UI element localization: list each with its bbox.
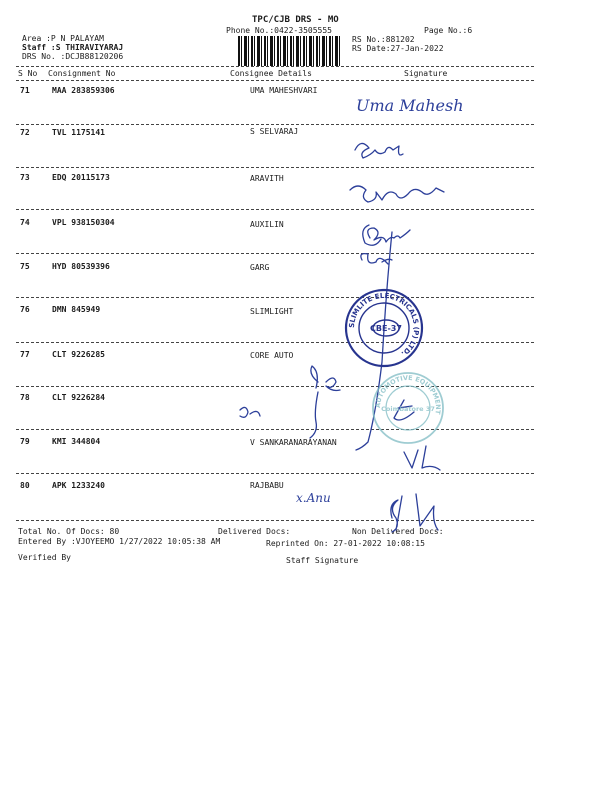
signature-row80: x.Anu (296, 491, 331, 505)
row-consignee: ARAVITH (250, 174, 284, 183)
row-consignment: TVL 1175141 (52, 128, 105, 137)
rs-number: RS No.:881202 (352, 35, 415, 44)
row-consignment: KMI 344804 (52, 437, 101, 446)
row-consignee: RAJBABU (250, 481, 284, 490)
company-stamp (346, 290, 422, 366)
row-consignee: V SANKARANARAYANAN (250, 438, 337, 447)
verified-by: Verified By (18, 553, 71, 562)
signature-row71: Uma Mahesh (356, 96, 464, 115)
col-consignee: Consignee Details (230, 69, 312, 78)
delivered-docs: Delivered Docs: (218, 527, 291, 536)
col-consignment: Consignment No (48, 69, 116, 78)
row-consignment: DMN 845949 (52, 305, 101, 314)
area-label: Area :P N PALAYAM (22, 34, 104, 43)
reprinted-on: Reprinted On: 27-01-2022 10:08:15 (266, 539, 425, 548)
col-sno: S No (18, 69, 38, 78)
page-number: Page No.:6 (424, 26, 473, 35)
row-sno: 75 (20, 262, 30, 271)
row-consignment: HYD 80539396 (52, 262, 110, 271)
row-sno: 72 (20, 128, 30, 137)
row-consignment: MAA 283859306 (52, 86, 115, 95)
row-sno: 73 (20, 173, 30, 182)
signature-row75 (361, 254, 392, 264)
row-consignee: UMA MAHESHVARI (250, 86, 318, 95)
signature-row72 (355, 143, 403, 158)
staff-label: Staff :S THIRAVIYARAJ (22, 43, 124, 52)
phone-number: Phone No.:0422-3505555 (226, 26, 332, 35)
row-sno: 76 (20, 305, 30, 314)
row-consignee: AUXILIN (250, 220, 284, 229)
signature-row79 (404, 446, 440, 470)
company-stamp (373, 373, 443, 443)
row-sno: 77 (20, 350, 30, 359)
row-sno: 74 (20, 218, 30, 227)
col-signature: Signature (404, 69, 448, 78)
row-consignment: EDQ 20115173 (52, 173, 110, 182)
stamp-center-city: Coimbatore 37 (381, 405, 435, 413)
row-sno: 79 (20, 437, 30, 446)
row-sno: 78 (20, 393, 30, 402)
rs-date: RS Date:27-Jan-2022 (352, 44, 444, 53)
signature-row74 (368, 228, 410, 242)
non-delivered-docs: Non Delivered Docs: (352, 527, 444, 536)
stamp-company-name: SLIMLITE ELECTRICALS (P) LTD. (347, 291, 421, 358)
signature-row77 (311, 366, 340, 391)
signature-row78 (240, 407, 260, 417)
row-consignment: CLT 9226285 (52, 350, 105, 359)
row-sno: 71 (20, 86, 30, 95)
row-consignee: GARG (250, 263, 270, 272)
row-consignee: CORE AUTO (250, 351, 294, 360)
row-consignment: APK 1233240 (52, 481, 105, 490)
total-docs: Total No. Of Docs: 80 (18, 527, 120, 536)
row-consignment: CLT 9226284 (52, 393, 105, 402)
row-consignee: SLIMLIGHT (250, 307, 294, 316)
row-consignee: S SELVARAJ (250, 127, 299, 136)
entered-by: Entered By :VJOYEEMO 1/27/2022 10:05:38 AM (18, 537, 221, 546)
document-title: TPC/CJB DRS - MO (252, 15, 339, 25)
staff-signature-label: Staff Signature (286, 556, 359, 565)
row-sno: 80 (20, 481, 30, 490)
stamp-company-name: AUTOMOTIVE EQUIPMENT (373, 373, 443, 415)
drs-number: DRS No. :DCJB88120206 (22, 52, 124, 61)
stamp-center-code: CBE-37 (370, 324, 402, 333)
row-consignment: VPL 938150304 (52, 218, 115, 227)
signature-row73 (350, 186, 444, 202)
